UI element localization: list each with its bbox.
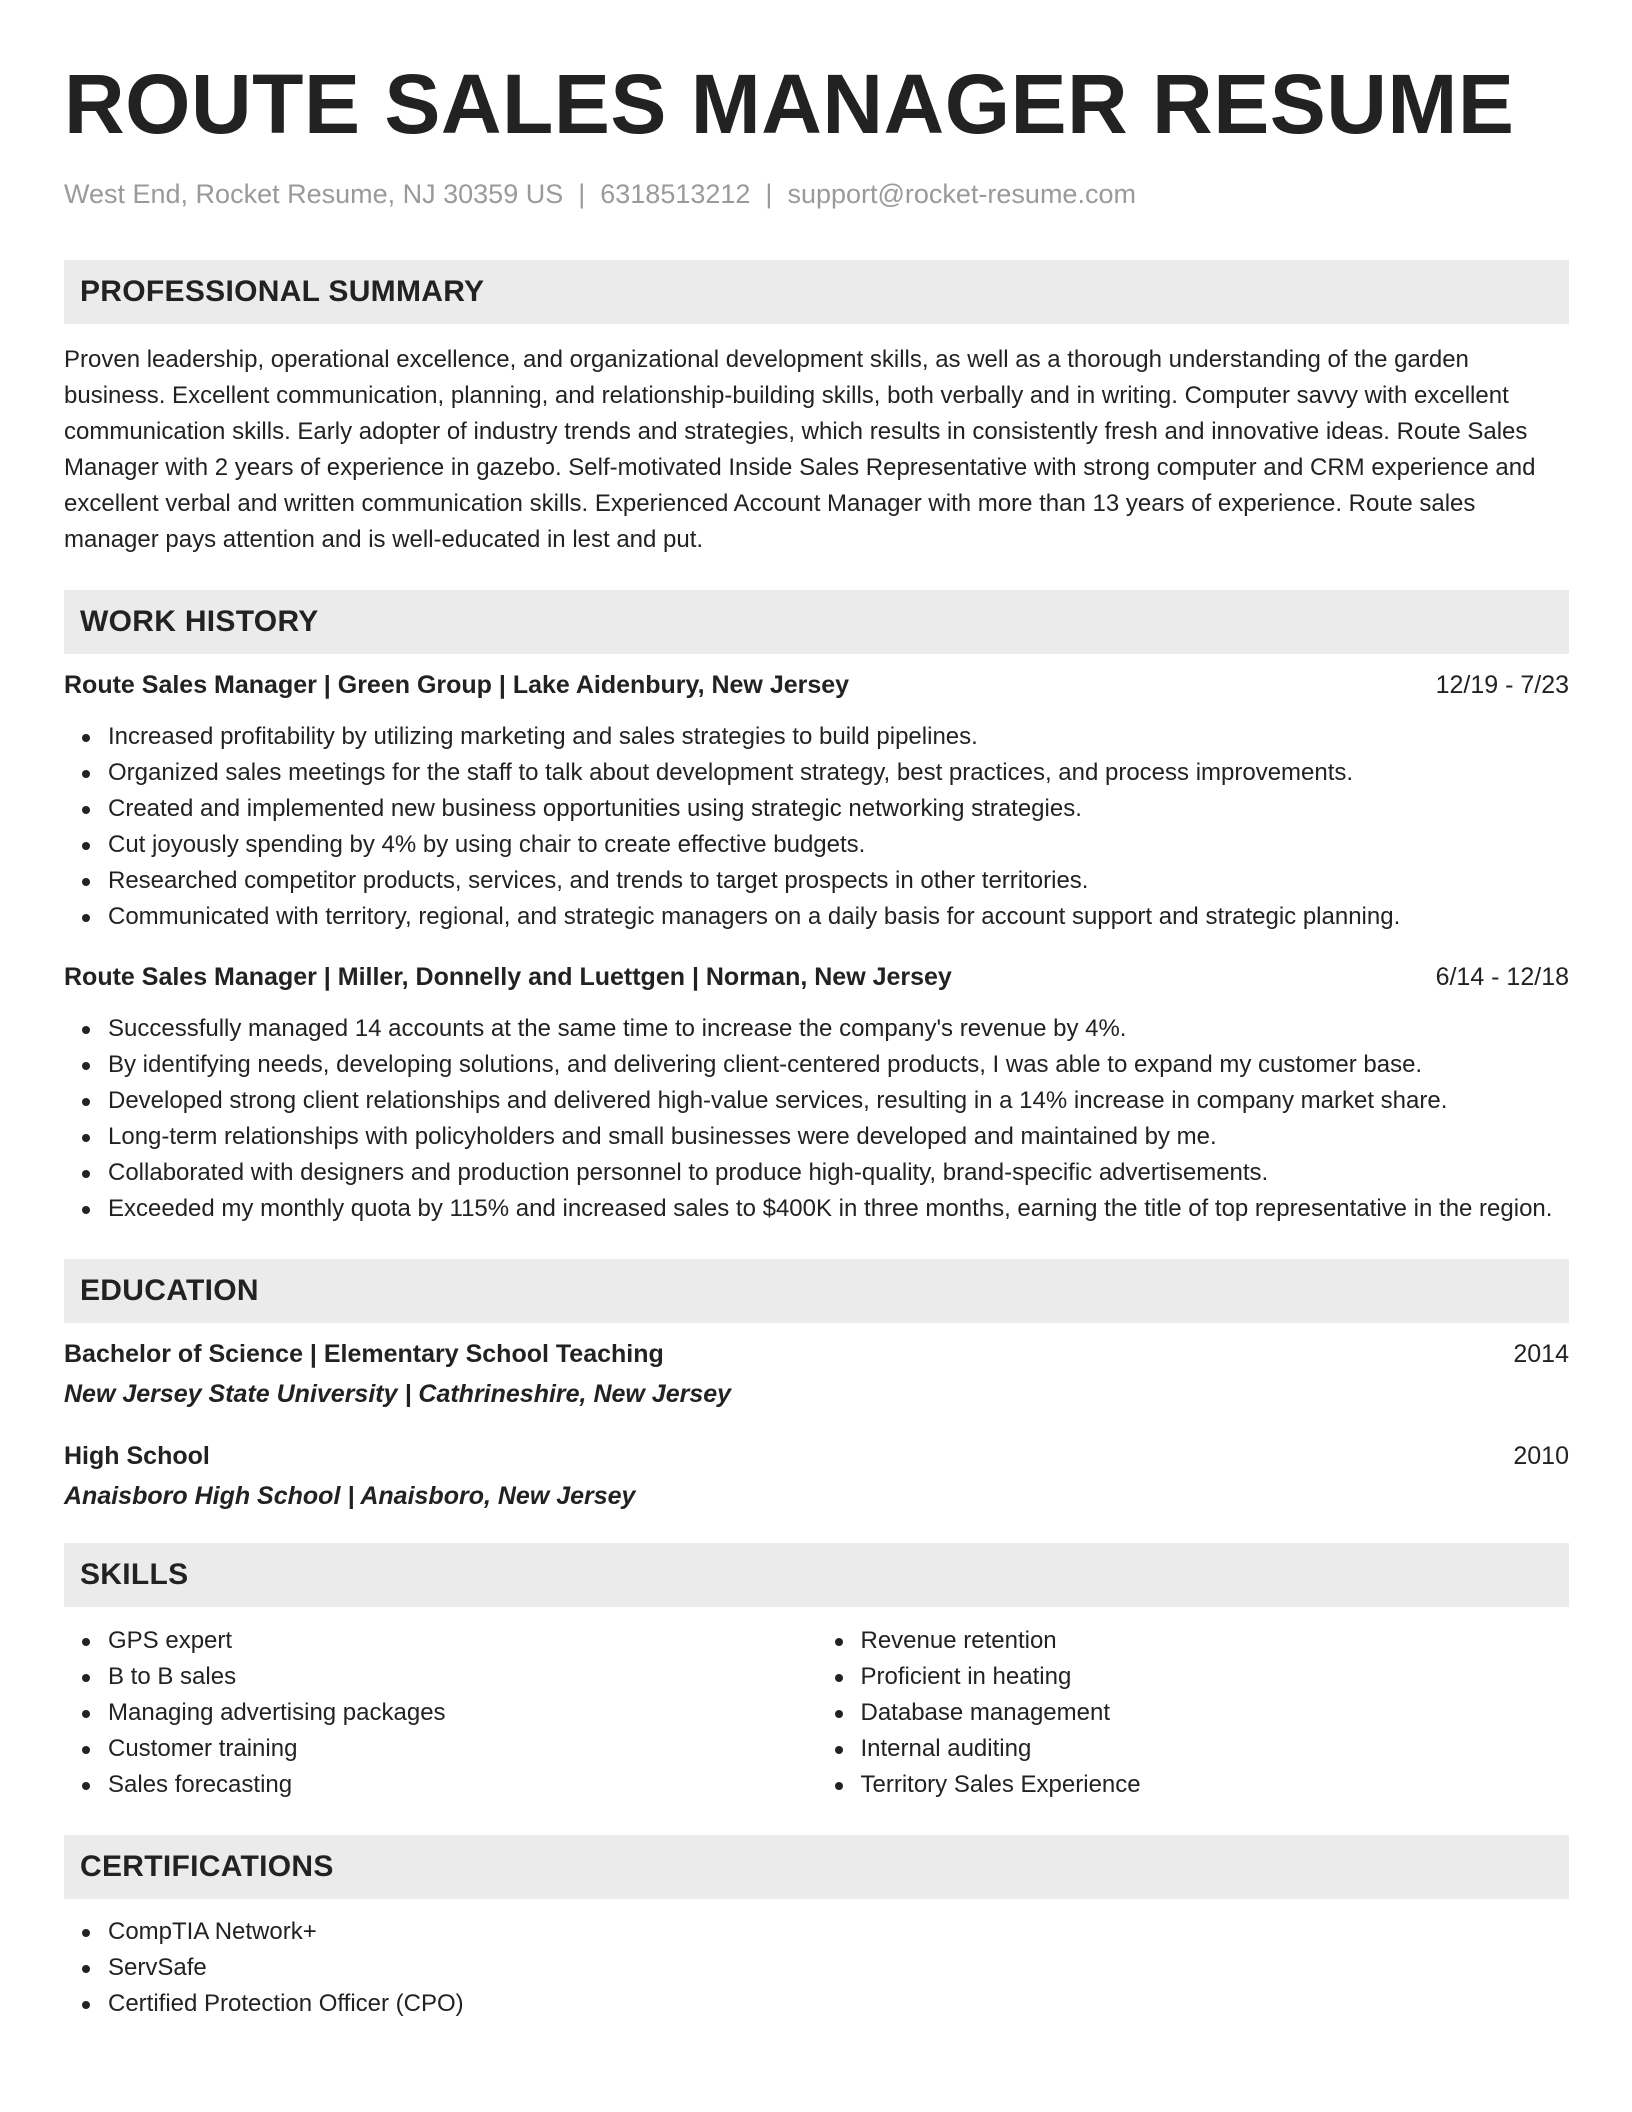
list-item: Researched competitor products, services, and trends to target prospects in other territories. [64, 863, 1569, 899]
list-item: Cut joyously spending by 4% by using chair to create effective budgets. [64, 827, 1569, 863]
list-item: CompTIA Network+ [64, 1914, 1569, 1950]
contact-separator: | [578, 179, 586, 209]
section-heading-certifications: CERTIFICATIONS [64, 1835, 1569, 1899]
list-item: GPS expert [64, 1623, 817, 1659]
skills-list-left [64, 1623, 817, 1803]
job-title: Route Sales Manager | Miller, Donnelly and Luettgen | Norman, New Jersey [64, 963, 952, 992]
section-heading-skills: SKILLS [64, 1543, 1569, 1607]
list-item: Long-term relationships with policyholders and small businesses were developed and maintained by me. [64, 1119, 1569, 1155]
section-heading-summary: PROFESSIONAL SUMMARY [64, 260, 1569, 324]
job-date: 12/19 - 7/23 [1435, 671, 1569, 700]
list-item: Created and implemented new business opportunities using strategic networking strategies. [64, 791, 1569, 827]
job-date: 6/14 - 12/18 [1435, 963, 1569, 992]
list-item: ServSafe [64, 1950, 1569, 1986]
list-item: Organized sales meetings for the staff to talk about development strategy, best practices, and process improvements. [64, 755, 1569, 791]
list-item: Increased profitability by utilizing marketing and sales strategies to build pipelines. [64, 719, 1569, 755]
list-item: Revenue retention [817, 1623, 1570, 1659]
list-item: Collaborated with designers and production personnel to produce high-quality, brand-specific advertisements. [64, 1155, 1569, 1191]
list-item: Managing advertising packages [64, 1695, 817, 1731]
resume-title: ROUTE SALES MANAGER RESUME [64, 57, 1515, 151]
job-header [64, 669, 1569, 701]
education-entry [64, 1440, 1569, 1512]
list-item: Communicated with territory, regional, and strategic managers on a daily basis for account support and strategic planning. [64, 899, 1569, 935]
job-bullets [64, 719, 1569, 935]
education-header [64, 1338, 1569, 1370]
contact-email: support@rocket-resume.com [787, 179, 1136, 209]
list-item: Database management [817, 1695, 1570, 1731]
section-heading-education: EDUCATION [64, 1259, 1569, 1323]
job-entry [64, 961, 1569, 1227]
education-header [64, 1440, 1569, 1472]
summary-text: Proven leadership, operational excellence, and organizational development skills, as well as a thorough understanding of the garden business. Excellent communication, planning, and relationship-building skills, both verbally and in writing. Computer savvy with excellent communication skills. Early adopter of industry trends and strategies, which results in consistently fresh and innovative ideas. Route Sales Manager with 2 years of experience in gazebo. Self-motivated Inside Sales Representative with strong computer and CRM experience and excellent verbal and written communication skills. Experienced Account Manager with more than 13 years of experience. Route sales manager pays attention and is well-educated in lest and put. [64, 346, 1536, 554]
list-item: Territory Sales Experience [817, 1767, 1570, 1803]
education-date: 2014 [1513, 1340, 1569, 1369]
list-item: By identifying needs, developing solutions, and delivering client-centered products, I was able to expand my customer base. [64, 1047, 1569, 1083]
education-school: New Jersey State University | Cathrineshire, New Jersey [64, 1380, 732, 1409]
job-bullets [64, 1011, 1569, 1227]
list-item: Developed strong client relationships and delivered high-value services, resulting in a 14% increase in company market share. [64, 1083, 1569, 1119]
skills-list-right [817, 1623, 1570, 1803]
certifications-list [64, 1914, 1569, 2022]
education-entry [64, 1338, 1569, 1410]
job-entry [64, 669, 1569, 935]
list-item: Sales forecasting [64, 1767, 817, 1803]
list-item: Exceeded my monthly quota by 115% and increased sales to $400K in three months, earning the title of top representative in the region. [64, 1191, 1569, 1227]
list-item: Customer training [64, 1731, 817, 1767]
contact-phone: 6318513212 [600, 179, 751, 209]
list-item: B to B sales [64, 1659, 817, 1695]
skills-grid [64, 1623, 1569, 1803]
education-school: Anaisboro High School | Anaisboro, New Jersey [64, 1482, 636, 1511]
list-item: Proficient in heating [817, 1659, 1570, 1695]
contact-address: West End, Rocket Resume, NJ 30359 US [64, 179, 564, 209]
education-degree: High School [64, 1442, 210, 1471]
list-item: Internal auditing [817, 1731, 1570, 1767]
section-heading-work: WORK HISTORY [64, 590, 1569, 654]
list-item: Successfully managed 14 accounts at the same time to increase the company's revenue by 4%. [64, 1011, 1569, 1047]
contact-line [64, 178, 1569, 210]
job-header [64, 961, 1569, 993]
list-item: Certified Protection Officer (CPO) [64, 1986, 1569, 2022]
education-degree: Bachelor of Science | Elementary School Teaching [64, 1340, 664, 1369]
contact-separator: | [765, 179, 773, 209]
job-title: Route Sales Manager | Green Group | Lake Aidenbury, New Jersey [64, 671, 850, 700]
education-date: 2010 [1513, 1442, 1569, 1471]
